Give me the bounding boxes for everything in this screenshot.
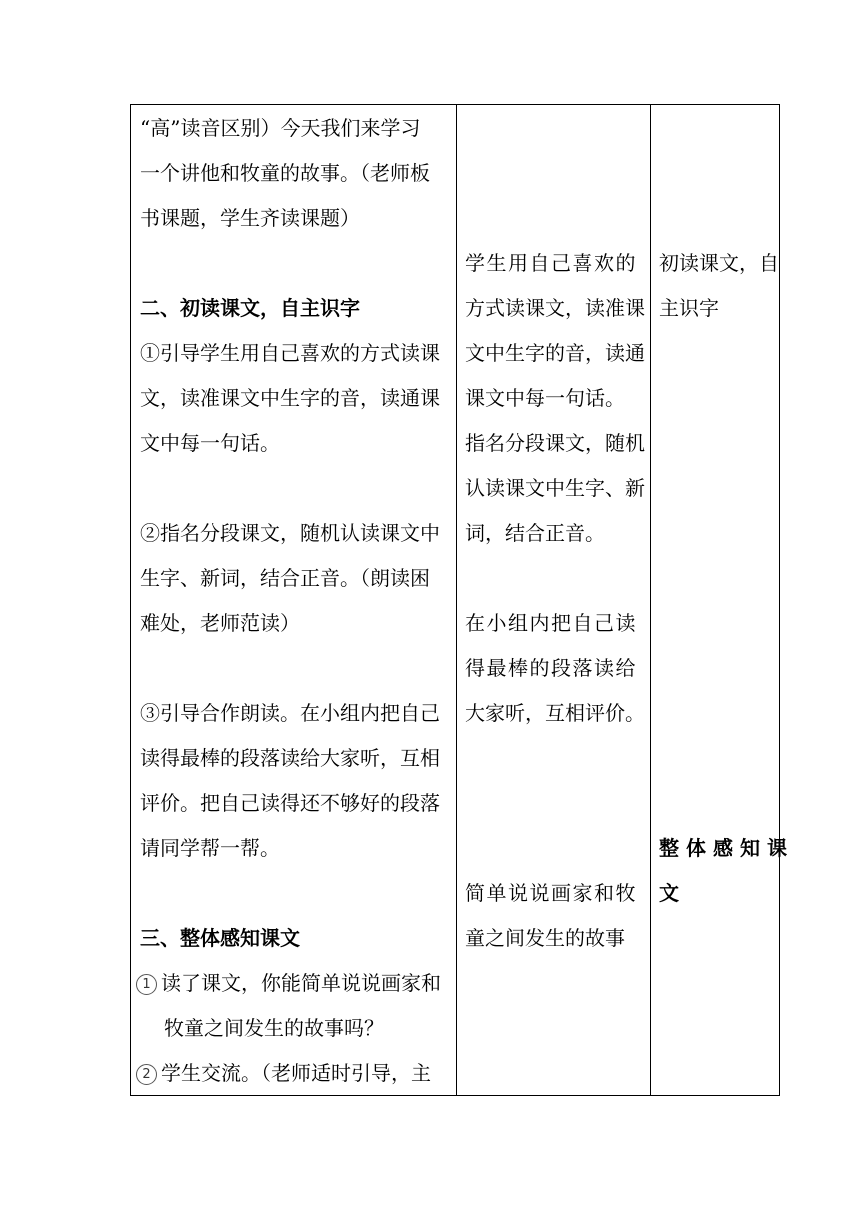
list-item [136,971,441,995]
list-item-text: 牧童之间发生的故事吗？ [164,1016,384,1040]
item-number-badge: 2 [136,1064,157,1085]
step-text: 难处，老师范读） [140,611,300,635]
student-activity-text: 课文中每一句话。 [465,386,625,410]
list-item-text: 读了课文，你能简单说说画家和 [161,971,441,995]
list-item-text: 学生交流。（老师适时引导，主 [161,1061,431,1085]
section-heading-reading: 二、初读课文，自主识字 [140,296,360,320]
list-item [136,1061,431,1085]
student-activity-text: 词，结合正音。 [465,521,605,545]
student-activity-text: 学生用自己喜欢的 [465,251,637,275]
student-activity-text: 方式读课文，读准课 [465,296,645,320]
student-activity-text: 大家听，互相评价。 [465,701,645,725]
intro-line: 书课题，学生齐读课题） [140,206,360,230]
column-divider [650,105,651,1095]
step-text: 生字、新词，结合正音。（朗读困 [140,566,430,590]
student-activity-text: 指名分段课文，随机 [465,431,645,455]
step-text: 文中每一句话。 [140,431,280,455]
step-text: ③引导合作朗读。在小组内把自己 [140,701,440,725]
step-text: 读得最棒的段落读给大家听，互相 [140,746,440,770]
column-divider [456,105,457,1095]
intent-text: 主识字 [659,296,719,320]
step-text: 请同学帮一帮。 [140,836,280,860]
step-text: ②指名分段课文，随机认读课文中 [140,521,440,545]
student-activity-text: 认读课文中生字、新 [465,476,645,500]
step-text: ①引导学生用自己喜欢的方式读课 [140,341,440,365]
step-text: 评价。把自己读得还不够好的段落 [140,791,440,815]
student-activity-text: 童之间发生的故事 [465,926,625,950]
intro-line: 一个讲他和牧童的故事。（老师板 [140,161,430,185]
student-activity-text: 文中生字的音，读通 [465,341,645,365]
intro-line: “高”读音区别）今天我们来学习 [140,116,421,140]
item-number-badge: 1 [136,974,157,995]
intent-heading: 文 [659,881,679,905]
student-activity-text: 在小组内把自己读 [465,611,637,635]
section-heading-overview: 三、整体感知课文 [140,926,300,950]
student-activity-text: 得最棒的段落读给 [465,656,637,680]
step-text: 文，读准课文中生字的音，读通课 [140,386,440,410]
intent-text: 初读课文，自 [659,251,779,275]
intent-heading: 整体感知课 [659,836,794,860]
student-activity-text: 简单说说画家和牧 [465,881,637,905]
